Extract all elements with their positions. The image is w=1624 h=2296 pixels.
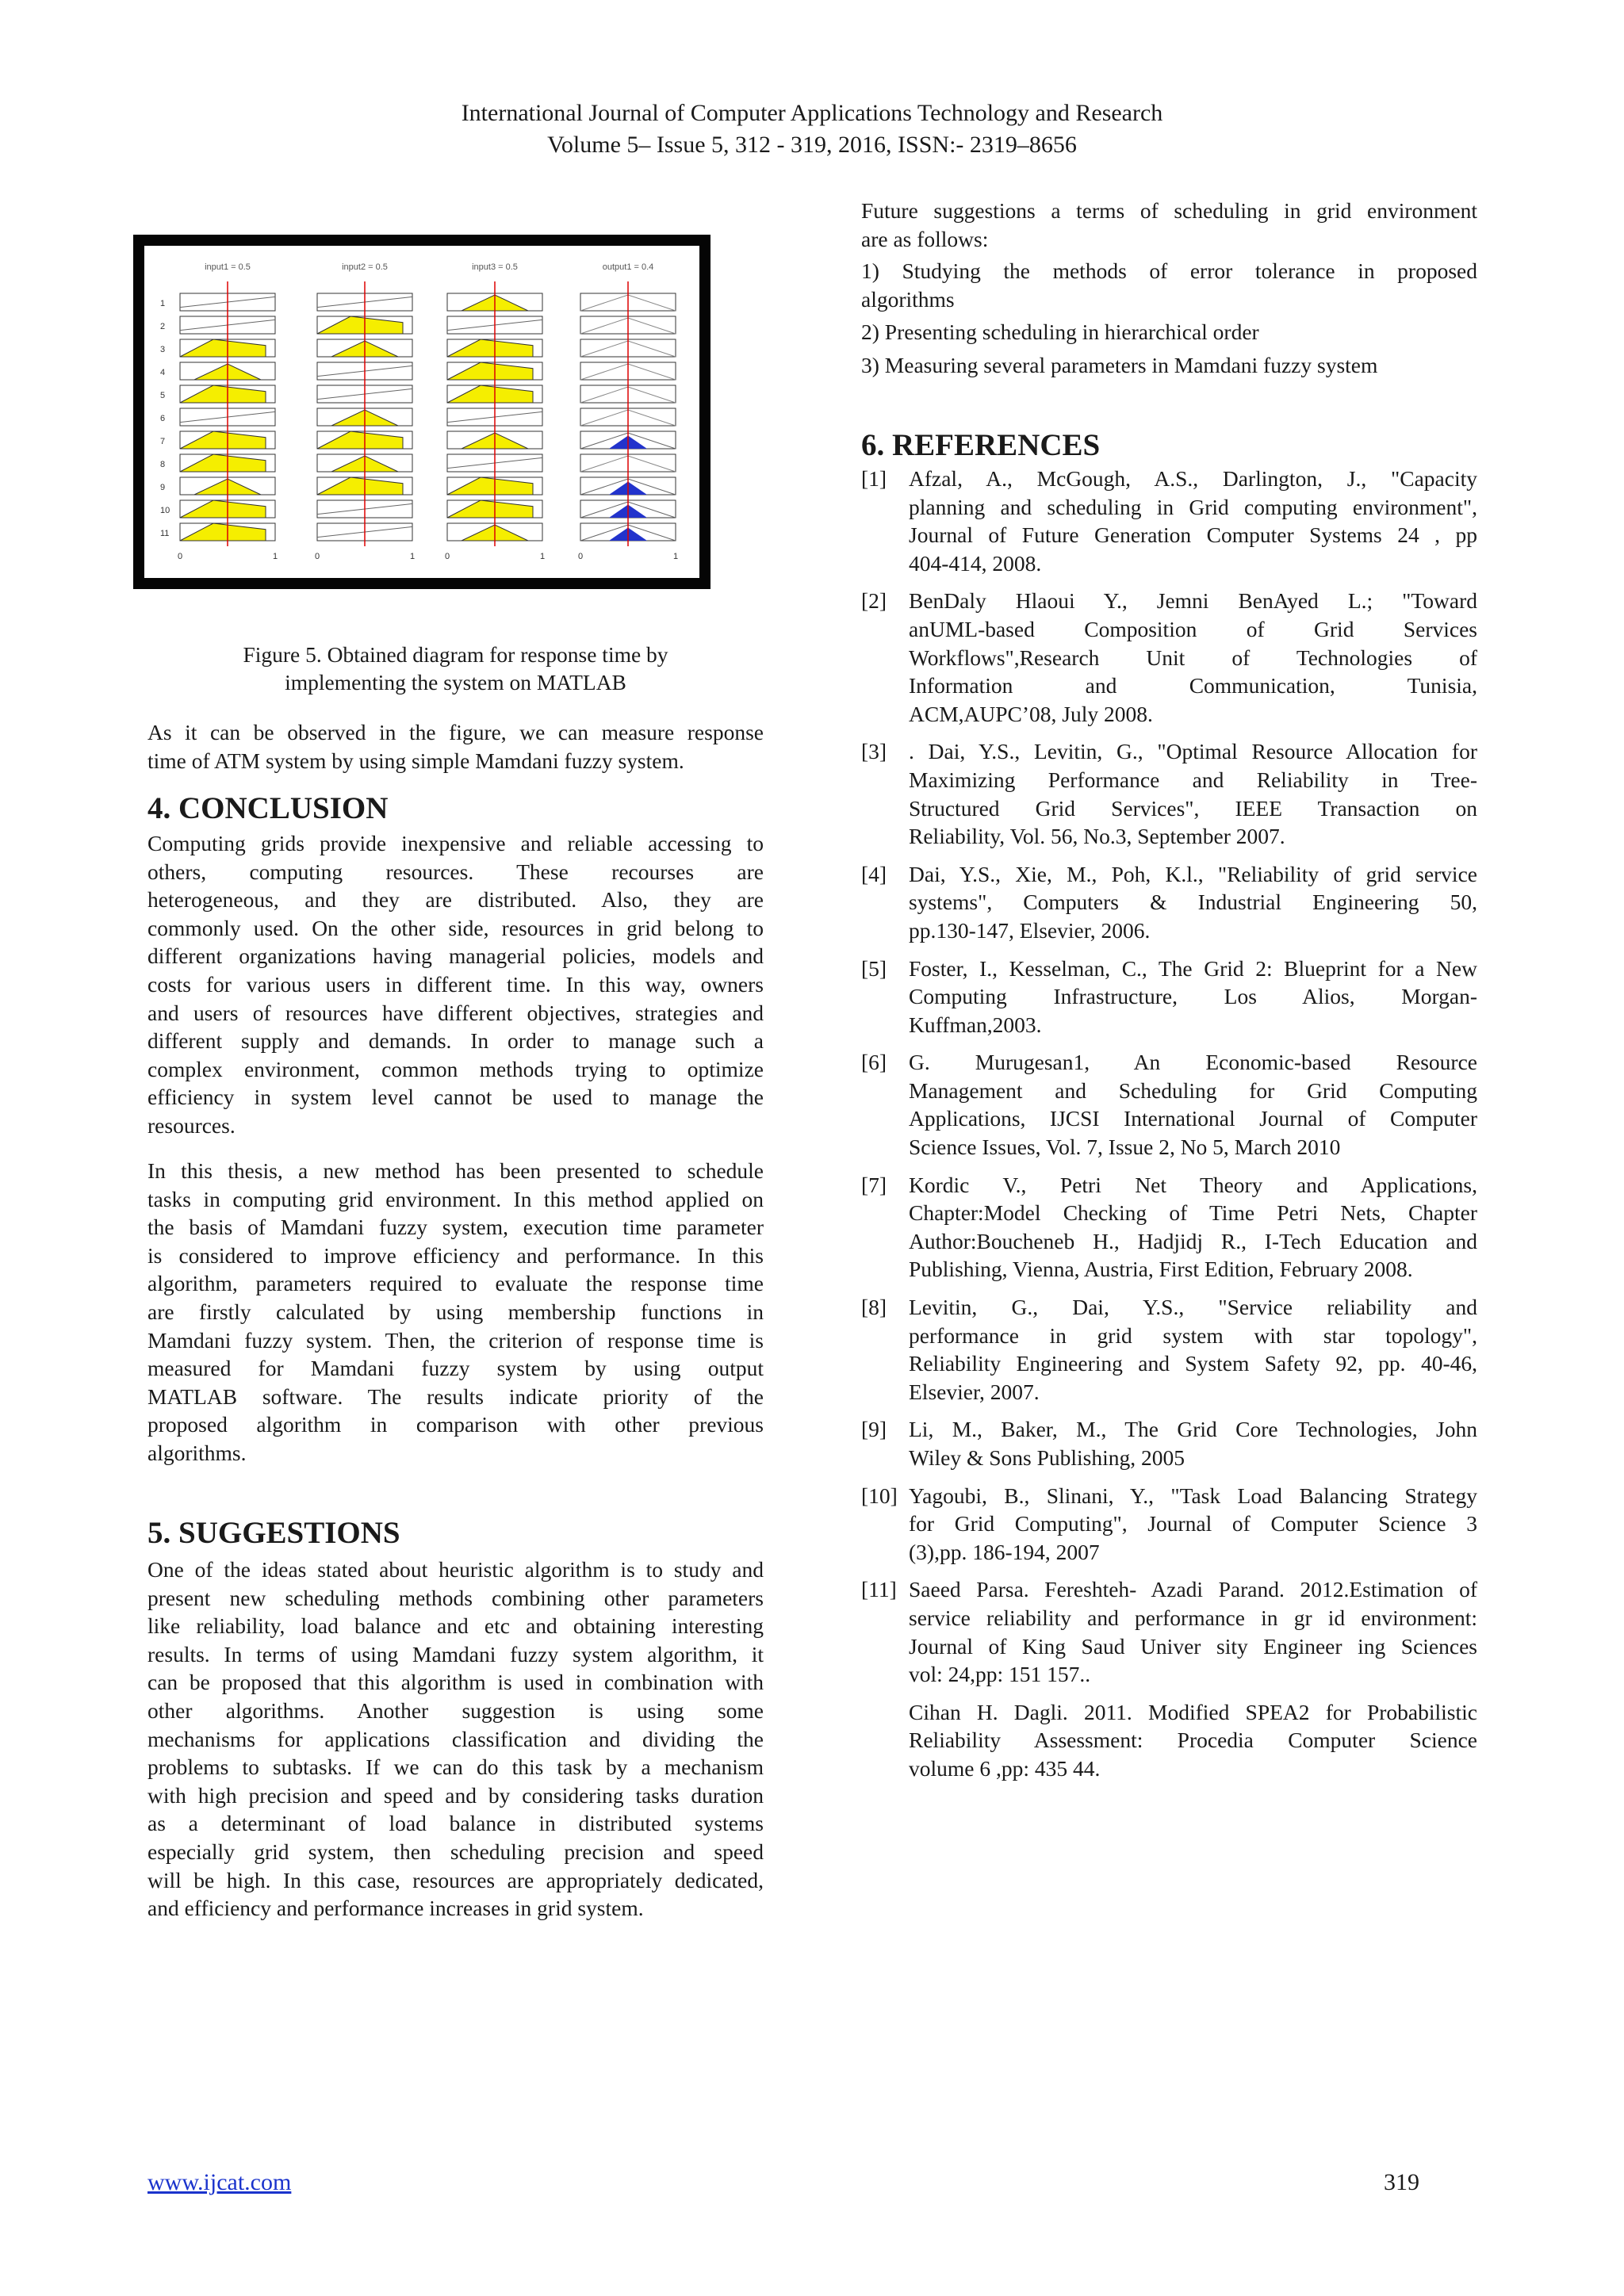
text-line: Levitin, G., Dai, Y.S., "Service reliability and <box>909 1295 1477 1320</box>
reference-number: [2] <box>861 588 887 614</box>
row-label: 3 <box>160 345 166 354</box>
text-line: with high precision and speed and by considering tasks duration <box>147 1782 764 1808</box>
text-line: Dai, Y.S., Xie, M., Poh, K.l., "Reliability of grid service <box>909 861 1477 886</box>
conclusion-paragraph-2 <box>147 1157 764 1468</box>
row-label: 4 <box>160 368 166 377</box>
intro-paragraph <box>147 718 764 775</box>
suggestions-paragraph <box>147 1556 764 1923</box>
text-line: especially grid system, then scheduling precision and speed <box>147 1839 764 1864</box>
reference-text <box>909 465 1477 577</box>
reference-text <box>909 1482 1477 1567</box>
references-heading <box>861 428 1477 463</box>
reference-text <box>909 737 1477 850</box>
caption-line: Figure 5. Obtained diagram for response time by <box>243 642 668 667</box>
axis-tick-label: 1 <box>539 552 546 561</box>
reference-item <box>861 1482 1477 1567</box>
column-label: input2 = 0.5 <box>342 262 388 272</box>
website-link[interactable]: www.ijcat.com <box>147 2169 292 2195</box>
text-line: for Grid Computing", Journal of Computer Science 3 <box>909 1511 1477 1536</box>
conclusion-paragraph-1 <box>147 829 764 1140</box>
text-line: 2) Presenting scheduling in hierarchical order <box>861 320 1259 345</box>
text-line: Kordic V., Petri Net Theory and Applications, <box>909 1172 1477 1197</box>
text-line: algorithms <box>861 286 955 312</box>
text-line: different supply and demands. In order to manage such a <box>147 1028 764 1054</box>
text-line: performance in grid system with star topology", <box>909 1322 1477 1348</box>
text-line: proposed algorithm in comparison with other previous <box>147 1412 764 1437</box>
text-line: as a determinant of load balance in distributed systems <box>147 1811 764 1836</box>
text-line: results. In terms of using Mamdani fuzzy system algorithm, it <box>147 1641 764 1667</box>
reference-number: [1] <box>861 466 887 491</box>
text-line: planning and scheduling in Grid computing environment", <box>909 494 1477 519</box>
section-heading: 6. REFERENCES <box>861 428 1101 462</box>
text-line: BenDaly Hlaoui Y., Jemni BenAyed L.; "Toward <box>909 588 1477 614</box>
text-line: 404-414, 2008. <box>909 550 1042 576</box>
text-line: Management and Scheduling for Grid Computing <box>909 1077 1477 1103</box>
text-line: . Dai, Y.S., Levitin, G., "Optimal Resource Allocation for <box>909 739 1477 764</box>
reference-item <box>861 955 1477 1039</box>
text-line: Reliability Engineering and System Safety 92, pp. 40-46, <box>909 1351 1477 1376</box>
axis-tick-label: 1 <box>409 552 416 561</box>
text-line: resources. <box>147 1112 236 1138</box>
text-line: tasks in computing grid environment. In this method applied on <box>147 1186 764 1211</box>
text-line: costs for various users in different time. In this way, owners <box>147 971 764 997</box>
text-line: Saeed Parsa. Fereshteh- Azadi Parand. 2012.Estimation of <box>909 1577 1477 1602</box>
text-line: commonly used. On the other side, resources in grid belong to <box>147 915 764 940</box>
text-line: Elsevier, 2007. <box>909 1379 1040 1404</box>
text-line: Foster, I., Kesselman, C., The Grid 2: Blueprint for a New <box>909 955 1477 981</box>
list-item <box>861 351 1477 380</box>
text-line: the basis of Mamdani fuzzy system, execution time parameter <box>147 1215 764 1240</box>
figure-caption <box>147 641 764 696</box>
text-line: volume 6 ,pp: 435 44. <box>909 1755 1101 1781</box>
text-line: MATLAB software. The results indicate priority of the <box>147 1383 764 1409</box>
axis-tick-label: 0 <box>177 552 183 561</box>
text-line: Science Issues, Vol. 7, Issue 2, No 5, March 2010 <box>909 1135 1341 1160</box>
reference-item <box>861 1575 1477 1688</box>
column-label: output1 = 0.4 <box>602 262 654 272</box>
axis-tick-label: 1 <box>672 552 679 561</box>
text-line: time of ATM system by using simple Mamdani fuzzy system. <box>147 748 684 773</box>
reference-number: [10] <box>861 1483 898 1508</box>
references-list <box>861 465 1477 1793</box>
row-label: 11 <box>160 529 170 538</box>
text-line: Yagoubi, B., Slinani, Y., "Task Load Balancing Strategy <box>909 1483 1477 1508</box>
text-line: G. Murugesan1, An Economic-based Resource <box>909 1050 1477 1075</box>
reference-text <box>909 587 1477 728</box>
text-line: efficiency in system level cannot be used to manage the <box>147 1085 764 1110</box>
reference-number: [5] <box>861 955 887 981</box>
text-line: mechanisms for applications classification and dividing the <box>147 1726 764 1751</box>
text-line: others, computing resources. These recourses are <box>147 859 764 884</box>
reference-item <box>861 1293 1477 1406</box>
text-line: anUML-based Composition of Grid Services <box>909 616 1477 641</box>
text-line: Information and Communication, Tunisia, <box>909 673 1477 698</box>
reference-text <box>909 1698 1477 1783</box>
text-line: other algorithms. Another suggestion is using some <box>147 1697 764 1723</box>
page-number: 319 <box>1384 2169 1419 2195</box>
reference-number <box>861 1698 909 1783</box>
row-label: 6 <box>160 414 166 423</box>
reference-text <box>909 1171 1477 1284</box>
column-label: input1 = 0.5 <box>205 262 251 272</box>
text-line: Reliability, Vol. 56, No.3, September 2007. <box>909 824 1285 849</box>
text-line: Afzal, A., McGough, A.S., Darlington, J., "Capacity <box>909 466 1477 491</box>
reference-text <box>909 1415 1477 1471</box>
text-line: heterogeneous, and they are distributed. Also, they are <box>147 887 764 913</box>
reference-text <box>909 860 1477 945</box>
text-line: algorithms. <box>147 1440 247 1465</box>
text-line: are firstly calculated by using membership functions in <box>147 1299 764 1324</box>
axis-tick-label: 0 <box>314 552 320 561</box>
text-line: Reliability Assessment: Procedia Computer Science <box>909 1728 1477 1753</box>
text-line: Wiley & Sons Publishing, 2005 <box>909 1445 1185 1470</box>
row-label: 9 <box>160 483 166 492</box>
text-line: systems", Computers & Industrial Engineering 50, <box>909 890 1477 915</box>
axis-tick-label: 1 <box>272 552 278 561</box>
text-line: vol: 24,pp: 151 157.. <box>909 1662 1091 1687</box>
reference-item <box>861 1698 1477 1783</box>
text-line: ACM,AUPC’08, July 2008. <box>909 701 1153 726</box>
reference-text <box>909 1048 1477 1161</box>
suggestions-heading <box>147 1516 764 1551</box>
text-line: As it can be observed in the figure, we can measure response <box>147 720 764 744</box>
reference-item <box>861 1415 1477 1471</box>
future-list <box>861 257 1477 384</box>
text-line: Computing grids provide inexpensive and reliable accessing to <box>147 831 764 855</box>
text-line: different organizations having managerial policies, models and <box>147 943 764 969</box>
axis-tick-label: 0 <box>444 552 450 561</box>
text-line: Publishing, Vienna, Austria, First Edition, February 2008. <box>909 1257 1413 1282</box>
text-line: like reliability, load balance and etc and obtaining interesting <box>147 1613 764 1639</box>
text-line: In this thesis, a new method has been presented to schedule <box>147 1158 764 1183</box>
reference-item <box>861 587 1477 728</box>
row-label: 2 <box>160 322 166 331</box>
reference-text <box>909 955 1477 1039</box>
text-line: Structured Grid Services", IEEE Transaction on <box>909 795 1477 821</box>
reference-item <box>861 1048 1477 1161</box>
row-label: 8 <box>160 460 166 469</box>
text-line: Mamdani fuzzy system. Then, the criterion of response time is <box>147 1327 764 1353</box>
text-line: Li, M., Baker, M., The Grid Core Technologies, John <box>909 1417 1477 1442</box>
reference-item <box>861 465 1477 577</box>
text-line: present new scheduling methods combining other parameters <box>147 1585 764 1610</box>
reference-number: [7] <box>861 1172 887 1197</box>
text-line: is considered to improve efficiency and performance. In this <box>147 1242 764 1268</box>
text-line: service reliability and performance in gr id environment: <box>909 1605 1477 1630</box>
axis-tick-label: 0 <box>577 552 584 561</box>
reference-number: [6] <box>861 1050 887 1075</box>
reference-number: [11] <box>861 1577 897 1602</box>
text-line: Maximizing Performance and Reliability in Tree- <box>909 767 1477 792</box>
future-intro <box>861 197 1477 253</box>
text-line: problems to subtasks. If we can do this task by a mechanism <box>147 1755 764 1780</box>
text-line: One of the ideas stated about heuristic algorithm is to study and <box>147 1557 764 1582</box>
text-line: algorithm, parameters required to evaluate the response time <box>147 1271 764 1296</box>
text-line: pp.130-147, Elsevier, 2006. <box>909 917 1151 943</box>
reference-number: [8] <box>861 1295 887 1320</box>
text-line: Author:Boucheneb H., Hadjidj R., I-Tech Education and <box>909 1228 1477 1253</box>
text-line: 1) Studying the methods of error tolerance in proposed <box>861 258 1477 283</box>
rule-viewer-plot <box>144 246 699 578</box>
column-label: input3 = 0.5 <box>472 262 518 272</box>
reference-number: [3] <box>861 739 887 764</box>
reference-item <box>861 860 1477 945</box>
row-label: 10 <box>160 506 170 515</box>
caption-line: implementing the system on MATLAB <box>285 670 626 695</box>
reference-text <box>909 1293 1477 1406</box>
section-heading: 5. SUGGESTIONS <box>147 1516 400 1550</box>
text-line: Workflows",Research Unit of Technologies of <box>909 645 1477 670</box>
journal-volume: Volume 5– Issue 5, 312 - 319, 2016, ISSN:- 2319–8656 <box>547 132 1077 158</box>
list-item <box>861 318 1477 346</box>
row-label: 7 <box>160 437 166 446</box>
text-line: Future suggestions a terms of scheduling in grid environment <box>861 198 1477 223</box>
reference-item <box>861 1171 1477 1284</box>
text-line: measured for Mamdani fuzzy system by using output <box>147 1356 764 1381</box>
reference-number: [4] <box>861 861 887 886</box>
text-line: will be high. In this case, resources are appropriately dedicated, <box>147 1867 764 1892</box>
reference-item <box>861 737 1477 850</box>
text-line: Journal of Future Generation Computer Systems 24 , pp <box>909 522 1477 548</box>
conclusion-heading <box>147 791 764 826</box>
text-line: 3) Measuring several parameters in Mamdani fuzzy system <box>861 352 1378 377</box>
figure-rule-viewer <box>133 235 710 589</box>
reference-text <box>909 1575 1477 1688</box>
text-line: and efficiency and performance increases in grid system. <box>147 1896 644 1921</box>
text-line: Chapter:Model Checking of Time Petri Nets, Chapter <box>909 1200 1477 1226</box>
text-line: Cihan H. Dagli. 2011. Modified SPEA2 for Probabilistic <box>909 1699 1477 1724</box>
text-line: can be proposed that this algorithm is used in combination with <box>147 1670 764 1695</box>
text-line: Computing Infrastructure, Los Alios, Morgan- <box>909 984 1477 1009</box>
row-label: 5 <box>160 391 166 400</box>
text-line: Applications, IJCSI International Journal of Computer <box>909 1106 1477 1131</box>
list-item <box>861 257 1477 313</box>
text-line: and users of resources have different objectives, strategies and <box>147 1000 764 1025</box>
section-heading: 4. CONCLUSION <box>147 791 389 825</box>
text-line: complex environment, common methods trying to optimize <box>147 1056 764 1081</box>
text-line: (3),pp. 186-194, 2007 <box>909 1539 1100 1564</box>
text-line: are as follows: <box>861 226 989 251</box>
text-line: Kuffman,2003. <box>909 1012 1042 1037</box>
journal-title: International Journal of Computer Applications Technology and Research <box>461 100 1163 126</box>
reference-number: [9] <box>861 1417 887 1442</box>
text-line: Journal of King Saud Univer sity Engineer ing Sciences <box>909 1633 1477 1659</box>
row-label: 1 <box>160 299 166 308</box>
